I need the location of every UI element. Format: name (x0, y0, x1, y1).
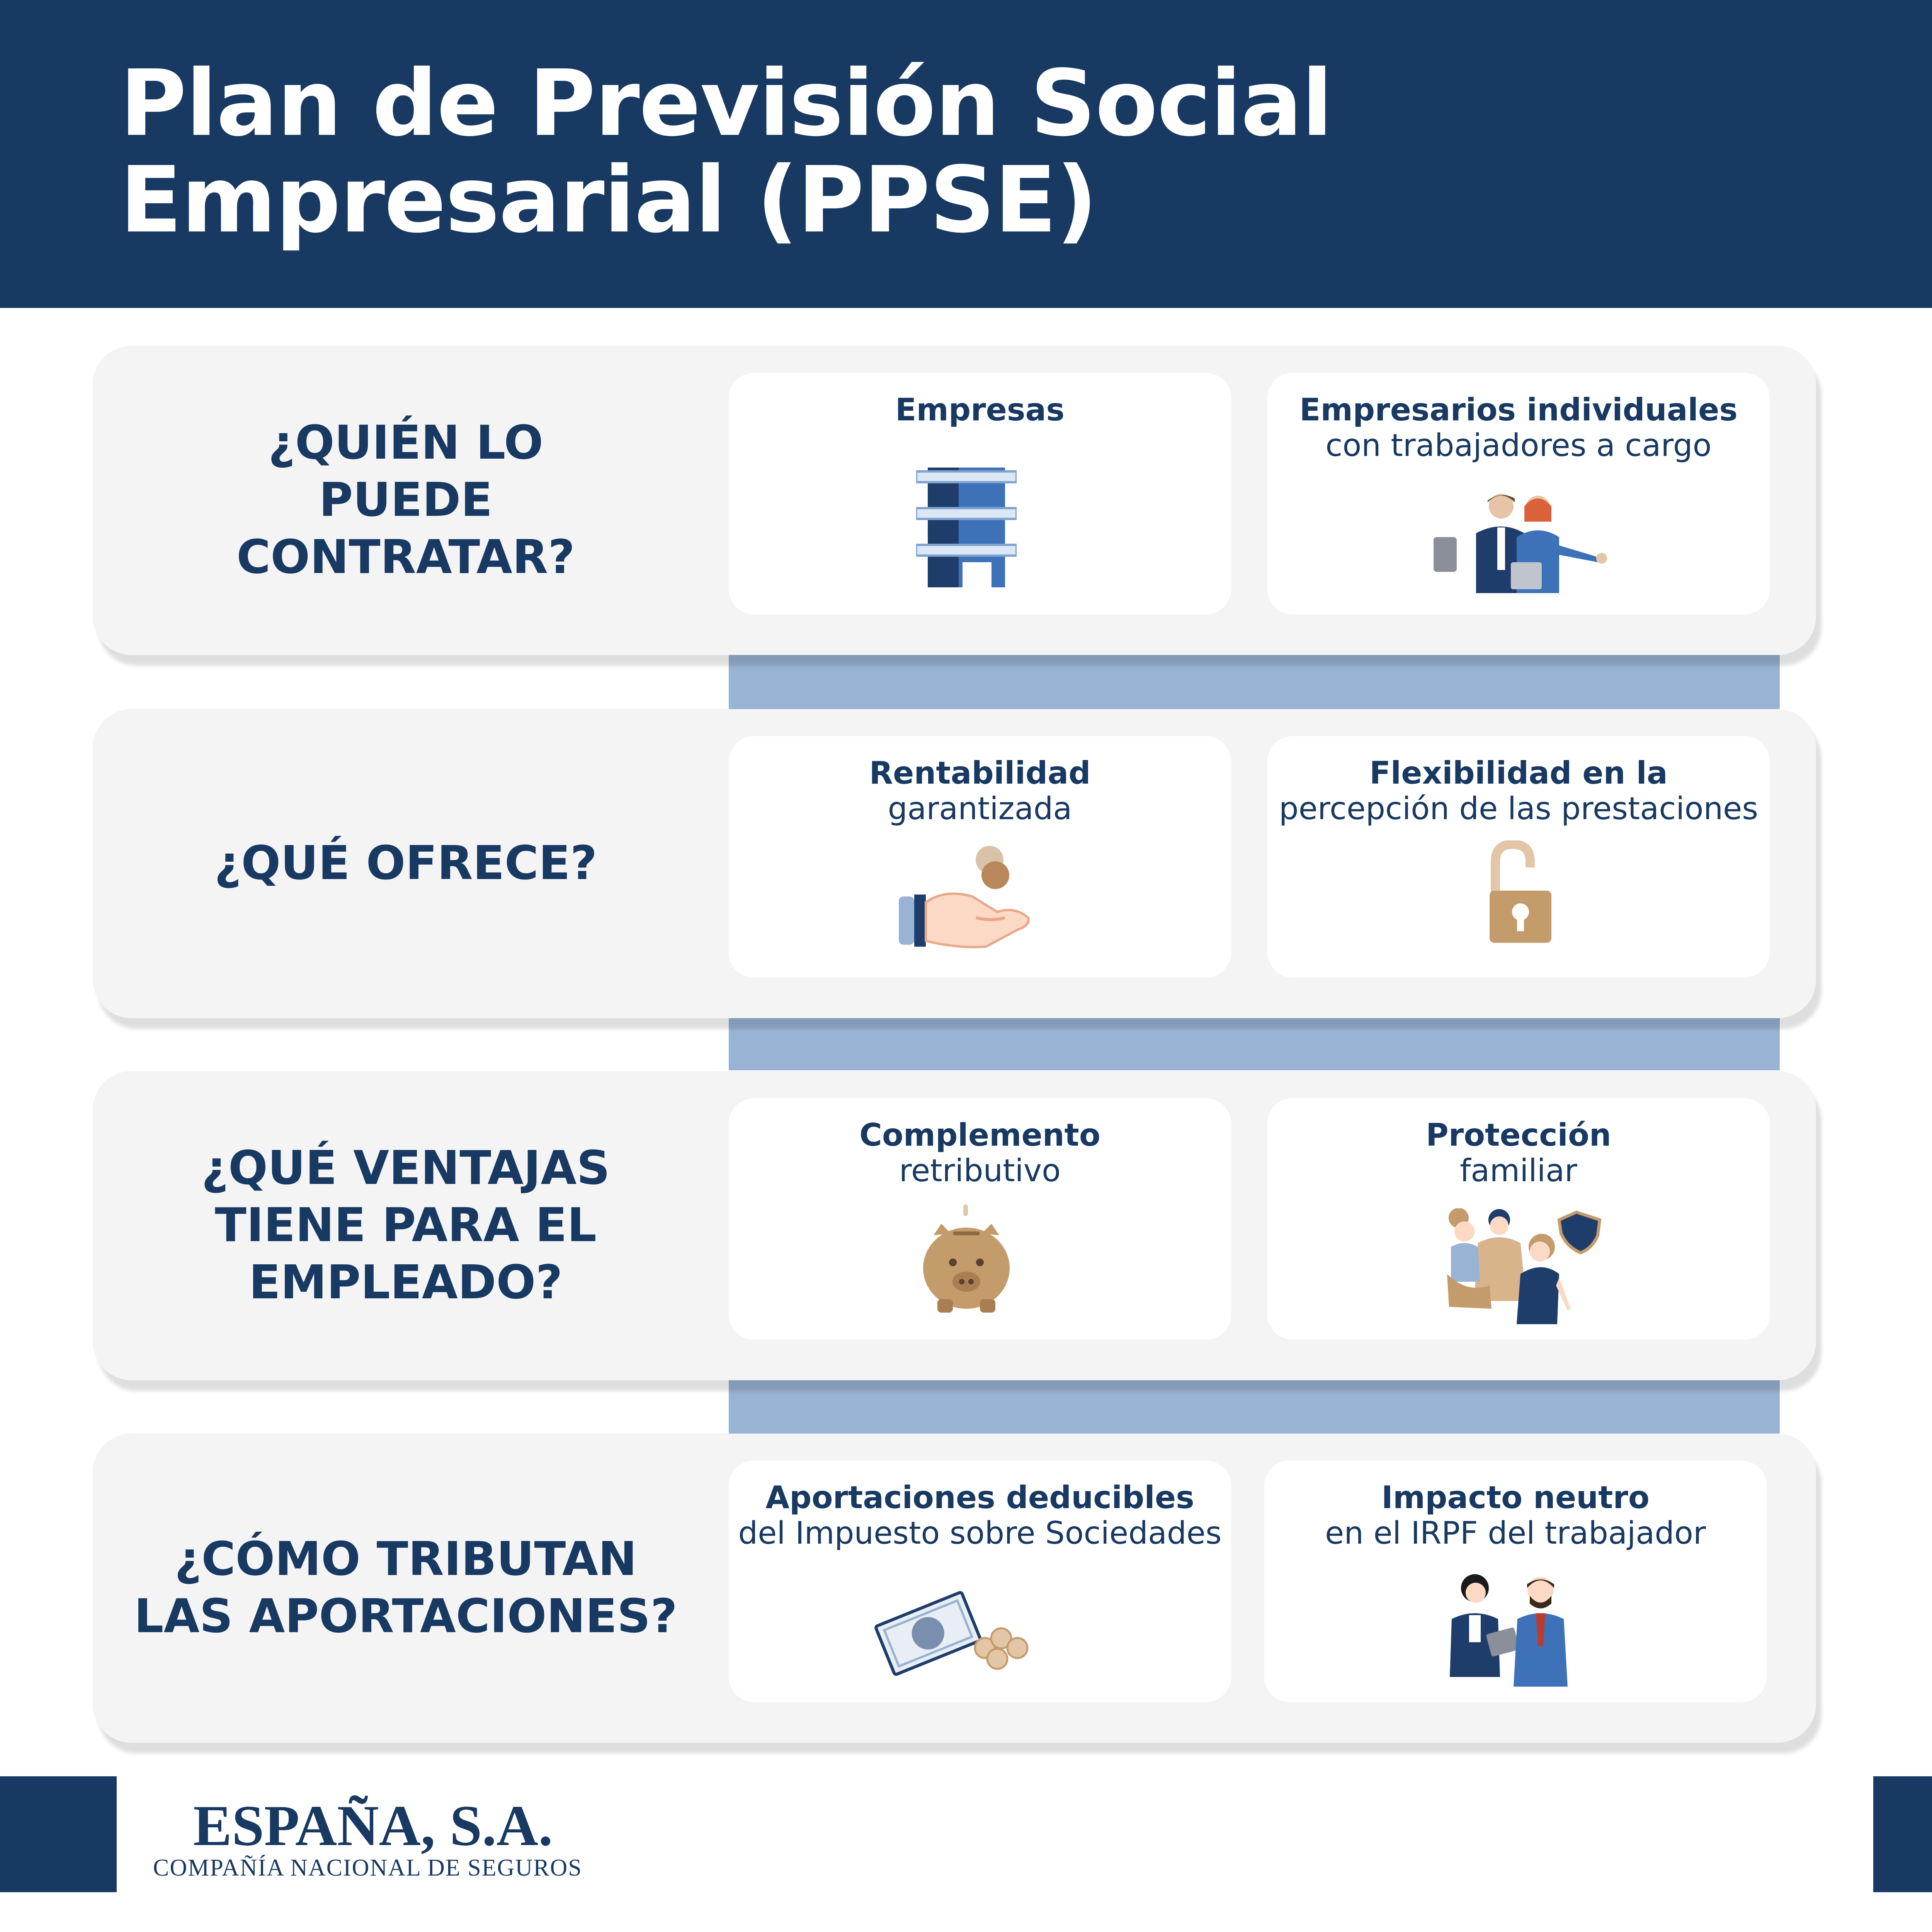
card-empresarios-individuales (1267, 373, 1770, 614)
card-title: Aportaciones deducibles (765, 1480, 1194, 1515)
piggy-bank-icon (920, 1204, 1013, 1313)
card-title: Impacto neutro (1381, 1480, 1650, 1515)
section-question: ¿CÓMO TRIBUTAN LAS APORTACIONES? (134, 1532, 677, 1643)
card-title: Flexibilidad en la (1369, 755, 1668, 791)
card-title: Empresarios individuales (1299, 392, 1738, 428)
section-who-can-contract (93, 346, 1816, 655)
card-subtitle: familiar (1460, 1153, 1577, 1189)
company-logo-name: ESPAÑA, S.A. (193, 1794, 553, 1858)
businesspeople-icon (1434, 491, 1611, 599)
card-empresas (729, 373, 1231, 614)
page-title-line-2: Empresarial (PPSE) (120, 147, 1097, 253)
section-employee-advantages (93, 1071, 1816, 1380)
section-question: ¿QUÉ OFRECE? (214, 837, 597, 890)
footer-square-left (0, 1776, 117, 1892)
office-building-icon (916, 468, 1017, 587)
card-title: Complemento (859, 1117, 1100, 1153)
section-taxation (93, 1434, 1816, 1743)
header-banner (0, 0, 1932, 308)
card-subtitle: en el IRPF del trabajador (1325, 1515, 1706, 1551)
card-title: Protección (1426, 1117, 1611, 1153)
banknote-coins-icon (874, 1590, 1036, 1679)
card-subtitle: con trabajadores a cargo (1325, 427, 1712, 463)
card-subtitle: retributivo (899, 1153, 1061, 1189)
card-subtitle: percepción de las prestaciones (1279, 791, 1759, 827)
card-flexibilidad (1267, 736, 1770, 978)
card-title: Rentabilidad (869, 755, 1091, 791)
card-rentabilidad (729, 736, 1231, 978)
footer-square-right (1873, 1776, 1932, 1892)
connector-bar-1 (729, 651, 1780, 709)
open-padlock-icon (1488, 840, 1553, 945)
card-title: Empresas (895, 392, 1065, 428)
card-subtitle: garantizada (888, 791, 1072, 827)
workers-icon (1448, 1573, 1575, 1687)
company-logo-tagline: COMPAÑÍA NACIONAL DE SEGUROS (153, 1855, 582, 1881)
hand-coins-icon (899, 844, 1038, 951)
connector-bar-3 (729, 1376, 1780, 1434)
family-shield-icon (1443, 1208, 1605, 1324)
card-subtitle: del Impuesto sobre Sociedades (738, 1515, 1222, 1551)
card-complemento (729, 1098, 1231, 1340)
section-what-it-offers (93, 709, 1816, 1018)
card-impacto-neutro (1264, 1461, 1767, 1702)
connector-bar-2 (729, 1012, 1780, 1070)
card-aportaciones (729, 1461, 1231, 1702)
page-title-line-1: Plan de Previsión Social (120, 50, 1332, 156)
section-question: ¿QUÉ VENTAJAS TIENE PARA EL EMPLEADO? (201, 1141, 610, 1310)
section-question: ¿QUIÉN LO PUEDE CONTRATAR? (236, 416, 575, 584)
card-proteccion (1267, 1098, 1770, 1340)
